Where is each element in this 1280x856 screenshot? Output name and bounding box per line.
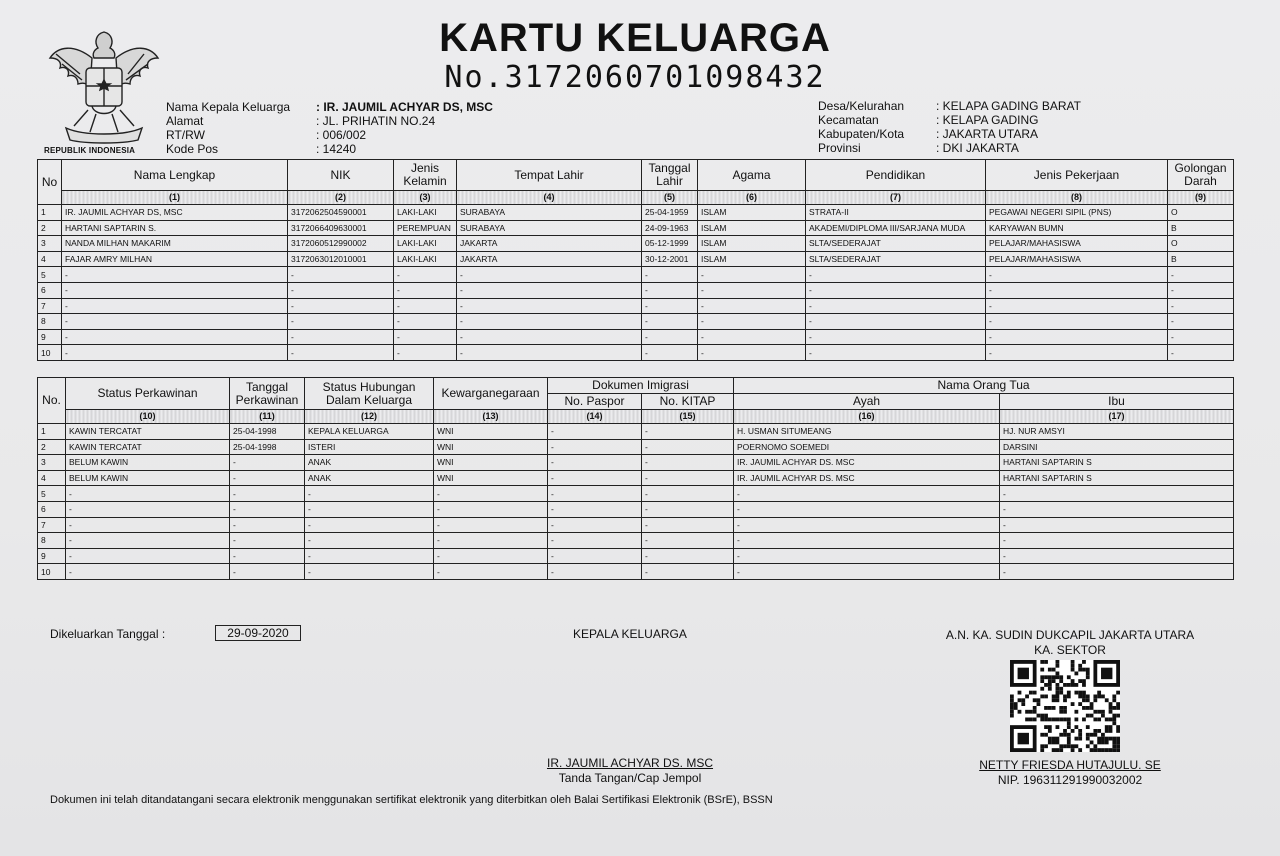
table-cell: - xyxy=(230,548,305,564)
table-cell: B xyxy=(1168,251,1234,267)
table-cell: WNI xyxy=(434,455,548,471)
row-number-cell: 6 xyxy=(38,501,66,517)
table-cell: FAJAR AMRY MILHAN xyxy=(62,251,288,267)
col-header: Tempat Lahir xyxy=(457,160,642,191)
col-header: Status Perkawinan xyxy=(66,378,230,410)
table-cell: BELUM KAWIN xyxy=(66,470,230,486)
table-row xyxy=(38,533,1234,549)
col-header: Nama Orang Tua xyxy=(734,378,1234,394)
table-row xyxy=(38,205,1234,221)
column-index-row xyxy=(38,410,1234,424)
table-cell: HARTANI SAPTARIN S xyxy=(1000,470,1234,486)
row-number-cell: 10 xyxy=(38,564,66,580)
table-cell: - xyxy=(806,267,986,283)
col-header: Jenis Pekerjaan xyxy=(986,160,1168,191)
row-number-cell: 7 xyxy=(38,298,62,314)
table-cell: STRATA-II xyxy=(806,205,986,221)
table-cell: - xyxy=(986,267,1168,283)
table-cell: - xyxy=(1000,517,1234,533)
table-cell: - xyxy=(1000,501,1234,517)
table-cell: ISLAM xyxy=(698,236,806,252)
table-cell: 3172062504590001 xyxy=(288,205,394,221)
table-cell: KARYAWAN BUMN xyxy=(986,220,1168,236)
table-cell: - xyxy=(806,314,986,330)
table-cell: - xyxy=(62,298,288,314)
row-number-cell: 7 xyxy=(38,517,66,533)
table-cell: POERNOMO SOEMEDI xyxy=(734,439,1000,455)
table-cell: PELAJAR/MAHASISWA xyxy=(986,236,1168,252)
table-cell: - xyxy=(548,533,642,549)
table-cell: - xyxy=(434,564,548,580)
col-index: (4) xyxy=(457,191,642,205)
table-cell: - xyxy=(457,267,642,283)
table-cell: - xyxy=(457,282,642,298)
row-number-cell: 10 xyxy=(38,345,62,361)
table-cell: - xyxy=(734,564,1000,580)
table-cell: - xyxy=(394,329,457,345)
col-index: (3) xyxy=(394,191,457,205)
table-cell: - xyxy=(642,501,734,517)
table-cell: - xyxy=(1168,298,1234,314)
table-cell: - xyxy=(548,424,642,440)
table-cell: ISLAM xyxy=(698,220,806,236)
table-cell: - xyxy=(288,329,394,345)
table-cell: WNI xyxy=(434,424,548,440)
col-header: Dokumen Imigrasi xyxy=(548,378,734,394)
table-cell: - xyxy=(806,329,986,345)
table-cell: - xyxy=(642,470,734,486)
issued-label: Dikeluarkan Tanggal : xyxy=(50,627,166,641)
table-cell: - xyxy=(806,345,986,361)
electronic-signature-note: Dokumen ini telah ditandatangani secara elektronik menggunakan sertifikat elektronik yang diterbitkan oleh Balai Sertifikasi Elektronik (BSrE), BSSN xyxy=(50,794,773,806)
official-nip: NIP. 196311291990032002 xyxy=(997,773,1143,787)
table-cell: LAKI-LAKI xyxy=(394,205,457,221)
table-row xyxy=(38,439,1234,455)
col-header: Status Hubungan Dalam Keluarga xyxy=(305,378,434,410)
info-row xyxy=(166,142,616,156)
row-number-cell: 3 xyxy=(38,455,66,471)
table-cell: 24-09-1963 xyxy=(642,220,698,236)
info-label: Alamat xyxy=(166,114,204,128)
table-cell: KAWIN TERCATAT xyxy=(66,439,230,455)
table-cell: - xyxy=(642,267,698,283)
table-cell: - xyxy=(230,470,305,486)
col-header: No. xyxy=(38,378,66,424)
table-cell: 25-04-1959 xyxy=(642,205,698,221)
table-cell: JAKARTA xyxy=(457,251,642,267)
table-row xyxy=(38,345,1234,361)
col-header: Kewarganegaraan xyxy=(434,378,548,410)
col-header: NIK xyxy=(288,160,394,191)
table-cell: - xyxy=(548,439,642,455)
table-cell: WNI xyxy=(434,470,548,486)
row-number-cell: 9 xyxy=(38,548,66,564)
table-cell: - xyxy=(698,298,806,314)
table-cell: - xyxy=(642,564,734,580)
region-info-block xyxy=(818,99,1176,155)
table-cell: - xyxy=(394,298,457,314)
table-cell: - xyxy=(305,533,434,549)
col-header: No. KITAP xyxy=(642,394,734,410)
col-header: Tanggal Perkawinan xyxy=(230,378,305,410)
table-cell: AKADEMI/DIPLOMA III/SARJANA MUDA xyxy=(806,220,986,236)
table-cell: LAKI-LAKI xyxy=(394,251,457,267)
row-number-cell: 5 xyxy=(38,486,66,502)
table-cell: - xyxy=(288,298,394,314)
table-header-row xyxy=(38,378,1234,394)
col-index: (1) xyxy=(62,191,288,205)
row-number-cell: 8 xyxy=(38,533,66,549)
table-row xyxy=(38,486,1234,502)
table-cell: - xyxy=(394,282,457,298)
table-row xyxy=(38,314,1234,330)
table-row xyxy=(38,564,1234,580)
row-number-cell: 8 xyxy=(38,314,62,330)
table-cell: - xyxy=(434,501,548,517)
info-row xyxy=(818,127,1176,141)
row-number-cell: 2 xyxy=(38,439,66,455)
table-cell: - xyxy=(642,329,698,345)
col-index: (16) xyxy=(734,410,1000,424)
col-index: (12) xyxy=(305,410,434,424)
row-number-cell: 1 xyxy=(38,205,62,221)
table-cell: 3172063012010001 xyxy=(288,251,394,267)
col-header: No. Paspor xyxy=(548,394,642,410)
table-cell: - xyxy=(305,501,434,517)
emblem-caption: REPUBLIK INDONESIA xyxy=(44,146,136,155)
info-label: Kabupaten/Kota xyxy=(818,127,905,141)
table-cell: - xyxy=(394,267,457,283)
col-header: Jenis Kelamin xyxy=(394,160,457,191)
info-value: : JAKARTA UTARA xyxy=(936,127,1039,141)
table-header-row xyxy=(38,160,1234,191)
table-cell: - xyxy=(548,564,642,580)
col-index: (13) xyxy=(434,410,548,424)
document-title: KARTU KELUARGA xyxy=(439,16,831,60)
table-cell: - xyxy=(230,486,305,502)
row-number-cell: 1 xyxy=(38,424,66,440)
info-label: RT/RW xyxy=(166,128,205,142)
table-cell: - xyxy=(734,501,1000,517)
table-row xyxy=(38,501,1234,517)
table-cell: - xyxy=(548,517,642,533)
table-cell: HARTANI SAPTARIN S. xyxy=(62,220,288,236)
table-cell: - xyxy=(642,439,734,455)
table-cell: HJ. NUR AMSYI xyxy=(1000,424,1234,440)
info-value: : 006/002 xyxy=(316,128,367,142)
table-cell: SURABAYA xyxy=(457,220,642,236)
table-cell: - xyxy=(394,314,457,330)
table-cell: 25-04-1998 xyxy=(230,424,305,440)
table-cell: PEGAWAI NEGERI SIPIL (PNS) xyxy=(986,205,1168,221)
official-signature xyxy=(870,758,1270,788)
table-cell: ANAK xyxy=(305,455,434,471)
signature-name: IR. JAUMIL ACHYAR DS. MSC xyxy=(546,756,714,770)
table-cell: - xyxy=(548,548,642,564)
table-row xyxy=(38,548,1234,564)
row-number-cell: 3 xyxy=(38,236,62,252)
col-index: (14) xyxy=(548,410,642,424)
table-cell: - xyxy=(1000,548,1234,564)
table-cell: - xyxy=(806,282,986,298)
table-row xyxy=(38,470,1234,486)
table-cell: - xyxy=(986,298,1168,314)
info-label: Kode Pos xyxy=(166,142,219,156)
table-cell: - xyxy=(62,282,288,298)
table-cell: - xyxy=(1000,564,1234,580)
table-cell: O xyxy=(1168,236,1234,252)
table-cell: IR. JAUMIL ACHYAR DS, MSC xyxy=(62,205,288,221)
col-header: Tanggal Lahir xyxy=(642,160,698,191)
info-value: : KELAPA GADING BARAT xyxy=(936,99,1081,113)
table-cell: - xyxy=(230,517,305,533)
table-cell: BELUM KAWIN xyxy=(66,455,230,471)
table-row xyxy=(38,251,1234,267)
table-cell: SLTA/SEDERAJAT xyxy=(806,251,986,267)
col-index: (11) xyxy=(230,410,305,424)
table-cell: ISLAM xyxy=(698,251,806,267)
col-header: Ibu xyxy=(1000,394,1234,410)
table-cell: ISLAM xyxy=(698,205,806,221)
row-number-cell: 4 xyxy=(38,251,62,267)
table-cell: B xyxy=(1168,220,1234,236)
table-cell: - xyxy=(434,486,548,502)
table-cell: - xyxy=(66,501,230,517)
official-line: KA. SEKTOR xyxy=(1034,643,1106,657)
table-cell: - xyxy=(62,345,288,361)
table-cell: - xyxy=(548,470,642,486)
table-cell: - xyxy=(1168,314,1234,330)
table-cell: - xyxy=(288,267,394,283)
column-index-row xyxy=(38,191,1234,205)
info-row xyxy=(818,113,1176,127)
head-of-family-label: KEPALA KELUARGA xyxy=(573,627,687,641)
table-row xyxy=(38,329,1234,345)
table-cell: - xyxy=(1168,267,1234,283)
info-value: : KELAPA GADING xyxy=(936,113,1039,127)
col-index: (10) xyxy=(66,410,230,424)
table-cell: - xyxy=(434,548,548,564)
table-cell: - xyxy=(66,533,230,549)
table-row xyxy=(38,220,1234,236)
table-cell: SLTA/SEDERAJAT xyxy=(806,236,986,252)
info-label: Kecamatan xyxy=(818,113,879,127)
row-number-cell: 9 xyxy=(38,329,62,345)
table-cell: - xyxy=(457,298,642,314)
table-cell: - xyxy=(642,314,698,330)
table-cell: 3172066409630001 xyxy=(288,220,394,236)
table-cell: - xyxy=(986,345,1168,361)
table-cell: - xyxy=(305,548,434,564)
col-header: Golongan Darah xyxy=(1168,160,1234,191)
table-cell: - xyxy=(457,329,642,345)
col-index: (8) xyxy=(986,191,1168,205)
col-index: (15) xyxy=(642,410,734,424)
col-index: (2) xyxy=(288,191,394,205)
table-cell: - xyxy=(1000,486,1234,502)
family-status-table xyxy=(37,377,1234,580)
col-header: Ayah xyxy=(734,394,1000,410)
table-cell: - xyxy=(434,533,548,549)
table-cell: - xyxy=(1000,533,1234,549)
table-cell: - xyxy=(734,486,1000,502)
table-row xyxy=(38,455,1234,471)
table-cell: - xyxy=(698,329,806,345)
table-cell: 3172060512990002 xyxy=(288,236,394,252)
table-cell: - xyxy=(62,329,288,345)
table-cell: - xyxy=(66,564,230,580)
table-cell: - xyxy=(66,548,230,564)
table-cell: - xyxy=(62,267,288,283)
family-card-number: No.3172060701098432 xyxy=(444,60,826,95)
table-cell: 30-12-2001 xyxy=(642,251,698,267)
table-cell: - xyxy=(230,501,305,517)
signature-name: NETTY FRIESDA HUTAJULU. SE xyxy=(979,758,1161,772)
row-number-cell: 5 xyxy=(38,267,62,283)
table-cell: - xyxy=(305,564,434,580)
col-index: (5) xyxy=(642,191,698,205)
table-cell: KAWIN TERCATAT xyxy=(66,424,230,440)
row-number-cell: 4 xyxy=(38,470,66,486)
table-cell: - xyxy=(62,314,288,330)
info-value: : 14240 xyxy=(316,142,357,156)
table-cell: - xyxy=(698,345,806,361)
table-cell: 25-04-1998 xyxy=(230,439,305,455)
table-cell: - xyxy=(305,517,434,533)
info-row xyxy=(818,99,1176,113)
table-cell: - xyxy=(642,298,698,314)
table-cell: O xyxy=(1168,205,1234,221)
table-cell: - xyxy=(457,314,642,330)
table-cell: - xyxy=(734,517,1000,533)
table-cell: - xyxy=(734,548,1000,564)
info-label: Provinsi xyxy=(818,141,861,155)
info-row xyxy=(166,100,616,114)
qr-code-icon xyxy=(1010,660,1120,752)
table-cell: - xyxy=(230,533,305,549)
info-label: Nama Kepala Keluarga xyxy=(166,100,291,114)
table-cell: - xyxy=(642,517,734,533)
table-cell: JAKARTA xyxy=(457,236,642,252)
table-cell: - xyxy=(986,314,1168,330)
table-cell: - xyxy=(230,455,305,471)
table-cell: - xyxy=(288,345,394,361)
info-row xyxy=(166,114,616,128)
table-cell: WNI xyxy=(434,439,548,455)
col-index: (17) xyxy=(1000,410,1234,424)
table-cell: - xyxy=(1168,329,1234,345)
table-row xyxy=(38,282,1234,298)
table-cell: DARSINI xyxy=(1000,439,1234,455)
table-cell: - xyxy=(806,298,986,314)
table-cell: - xyxy=(642,282,698,298)
table-cell: - xyxy=(986,282,1168,298)
table-cell: - xyxy=(230,564,305,580)
col-header: Nama Lengkap xyxy=(62,160,288,191)
info-value: : DKI JAKARTA xyxy=(936,141,1019,155)
table-cell: - xyxy=(288,282,394,298)
table-cell: - xyxy=(642,424,734,440)
info-label: Desa/Kelurahan xyxy=(818,99,905,113)
table-cell: 05-12-1999 xyxy=(642,236,698,252)
table-cell: - xyxy=(698,282,806,298)
info-value: : JL. PRIHATIN NO.24 xyxy=(316,114,436,128)
table-cell: - xyxy=(642,548,734,564)
table-cell: - xyxy=(642,345,698,361)
row-number-cell: 2 xyxy=(38,220,62,236)
table-cell: IR. JAUMIL ACHYAR DS. MSC xyxy=(734,455,1000,471)
table-row xyxy=(38,424,1234,440)
head-info-block xyxy=(166,100,616,156)
table-cell: - xyxy=(434,517,548,533)
signature-caption: Tanda Tangan/Cap Jempol xyxy=(558,771,702,785)
table-cell: - xyxy=(548,455,642,471)
row-number-cell: 6 xyxy=(38,282,62,298)
table-cell: - xyxy=(1168,345,1234,361)
table-cell: - xyxy=(734,533,1000,549)
table-cell: - xyxy=(288,314,394,330)
col-index: (9) xyxy=(1168,191,1234,205)
official-line: A.N. KA. SUDIN DUKCAPIL JAKARTA UTARA xyxy=(945,628,1195,642)
table-cell: HARTANI SAPTARIN S xyxy=(1000,455,1234,471)
table-cell: - xyxy=(986,329,1168,345)
table-cell: - xyxy=(66,517,230,533)
info-value: : IR. JAUMIL ACHYAR DS, MSC xyxy=(316,100,493,114)
info-row xyxy=(166,128,616,142)
table-cell: - xyxy=(394,345,457,361)
table-row xyxy=(38,267,1234,283)
table-cell: SURABAYA xyxy=(457,205,642,221)
info-row xyxy=(818,141,1176,155)
table-cell: - xyxy=(642,486,734,502)
issued-date: 29-09-2020 xyxy=(215,625,301,641)
table-cell: H. USMAN SITUMEANG xyxy=(734,424,1000,440)
col-header: No xyxy=(38,160,62,205)
table-row xyxy=(38,298,1234,314)
col-header: Pendidikan xyxy=(806,160,986,191)
table-row xyxy=(38,517,1234,533)
table-cell: - xyxy=(66,486,230,502)
table-cell: - xyxy=(698,267,806,283)
table-cell: ANAK xyxy=(305,470,434,486)
table-cell: IR. JAUMIL ACHYAR DS. MSC xyxy=(734,470,1000,486)
table-cell: LAKI-LAKI xyxy=(394,236,457,252)
table-cell: - xyxy=(1168,282,1234,298)
table-cell: - xyxy=(548,486,642,502)
members-table xyxy=(37,159,1234,361)
table-cell: - xyxy=(305,486,434,502)
col-index: (7) xyxy=(806,191,986,205)
head-signature xyxy=(500,756,760,786)
table-cell: PEREMPUAN xyxy=(394,220,457,236)
table-cell: - xyxy=(457,345,642,361)
table-cell: - xyxy=(642,455,734,471)
table-cell: - xyxy=(548,501,642,517)
table-cell: ISTERI xyxy=(305,439,434,455)
table-cell: - xyxy=(698,314,806,330)
table-row xyxy=(38,236,1234,252)
table-cell: NANDA MILHAN MAKARIM xyxy=(62,236,288,252)
table-cell: PELAJAR/MAHASISWA xyxy=(986,251,1168,267)
official-title xyxy=(870,628,1270,658)
table-cell: - xyxy=(642,533,734,549)
table-cell: KEPALA KELUARGA xyxy=(305,424,434,440)
col-header: Agama xyxy=(698,160,806,191)
col-index: (6) xyxy=(698,191,806,205)
